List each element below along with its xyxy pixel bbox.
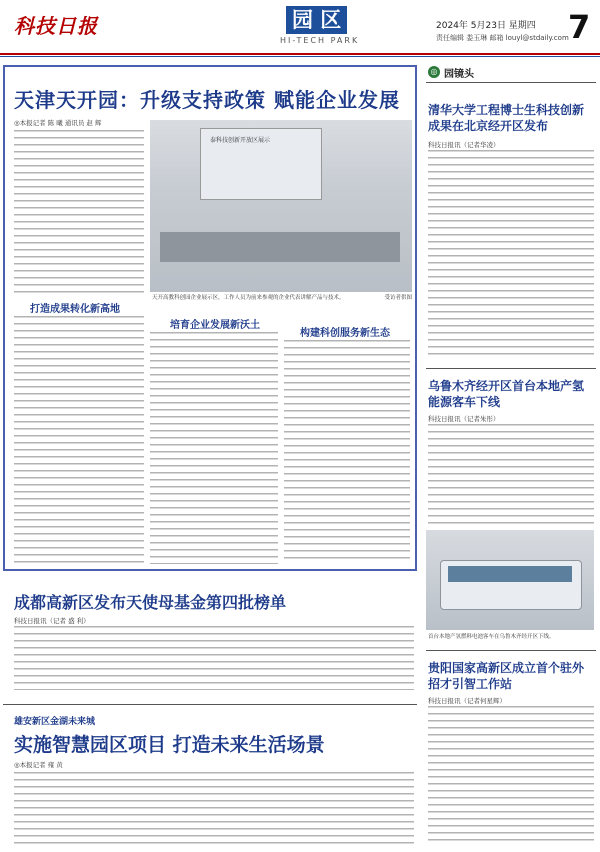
article-body-text — [428, 424, 594, 524]
bus-photo-caption: 首台本地产氢燃料电池客车在乌鲁木齐经开区下线。 — [428, 634, 555, 640]
masthead-rule — [0, 53, 600, 55]
column-badge-icon: ◎ — [428, 66, 440, 78]
lead-byline: ◎本报记者 陈 曦 通讯员 赵 辉 — [14, 119, 102, 127]
article-headline-guiyang[interactable]: 贵阳国家高新区成立首个驻外招才引智工作站 — [428, 661, 585, 691]
section-title: 园 区 — [286, 6, 347, 34]
lead-body-text — [284, 340, 410, 564]
article-body-text — [428, 150, 594, 360]
dateline: 2024年 5月23日 星期四 — [436, 21, 536, 31]
bottom-kicker: 雄安新区金湖未来城 — [14, 717, 96, 727]
article-byline: 科技日报讯（记者何星辉） — [428, 697, 506, 705]
lead-headline[interactable]: 天津天开园：升级支持政策 赋能企业发展 — [14, 88, 400, 112]
newspaper-logo: 科技日报 — [14, 14, 98, 38]
photo-sign-text: 泰科技创新开放区展示 — [210, 137, 271, 144]
article-byline: 科技日报讯（记者朱彤） — [428, 415, 500, 423]
mid-headline[interactable]: 成都高新区发布天使母基金第四批榜单 — [14, 593, 287, 612]
bottom-headline[interactable]: 实施智慧园区项目 打造未来生活场景 — [14, 734, 325, 756]
lead-subheading-3: 构建科创服务新生态 — [300, 328, 390, 339]
lead-subheading-1: 打造成果转化新高地 — [30, 304, 120, 315]
bottom-byline: ◎本报记者 雍 黄 — [14, 761, 63, 769]
column-head: 园镜头 — [444, 69, 474, 80]
bottom-body-text — [14, 772, 414, 844]
lead-subheading-2: 培育企业发展新沃土 — [170, 320, 260, 331]
photo-exhibit-table — [160, 232, 400, 262]
bus-window-shape — [448, 566, 572, 582]
column-rule — [426, 82, 596, 83]
mid-byline: 科技日报讯（记者 盛 利） — [14, 617, 90, 625]
article-byline: 科技日报讯（记者华凌） — [428, 141, 500, 149]
article-headline-urumqi[interactable]: 乌鲁木齐经开区首台本地产氢能源客车下线 — [428, 379, 585, 409]
article-body-text — [428, 706, 594, 842]
article-separator — [426, 650, 596, 651]
masthead-rule-thin — [0, 56, 600, 57]
masthead — [0, 0, 600, 52]
lead-body-text — [14, 316, 144, 564]
article-headline-tsinghua[interactable]: 清华大学工程博士生科技创新成果在北京经开区发布 — [428, 103, 585, 133]
photo-caption — [152, 294, 412, 302]
caption-text: 天开高教科创园企业展示区，工作人员为前来参观的企业代表讲解产品与技术。 — [152, 295, 345, 301]
editor-info: 责任编辑 娄玉琳 邮箱 louyl@stdaily.com — [436, 34, 569, 42]
mid-body-text — [14, 626, 414, 690]
lead-body-text — [14, 130, 144, 298]
article-separator — [426, 368, 596, 369]
photo-credit: 受访者供图 — [384, 295, 412, 301]
section-separator — [3, 704, 417, 705]
lead-body-text — [150, 332, 278, 564]
section-subtitle: HI-TECH PARK — [280, 36, 360, 45]
page-number: 7 — [568, 8, 591, 46]
